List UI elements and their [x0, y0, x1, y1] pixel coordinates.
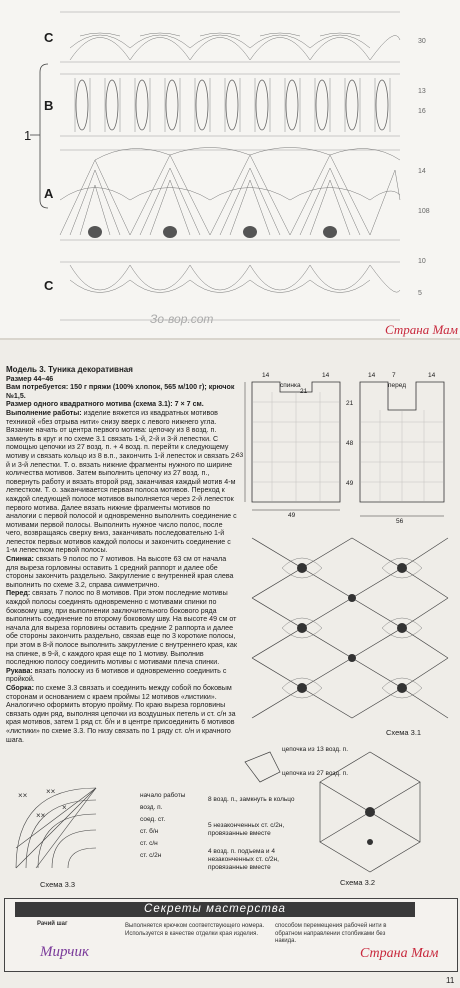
- section-letter-c-top: C: [44, 30, 54, 45]
- sleeves-paragraph: [6, 667, 238, 684]
- dim-back-height: 63: [236, 452, 244, 459]
- dim-front-width: 56: [396, 518, 404, 525]
- sleeves-label: Рукава:: [6, 666, 33, 675]
- legend-chain27: цепочка из 27 возд. п.: [282, 770, 348, 777]
- back-piece-label: спинка: [280, 382, 301, 389]
- secrets-col2: способом перемещения рабочей нити в обратном направлении столбиками без накида.: [275, 923, 387, 944]
- secrets-col1: Выполняется крючком соответствующего номера. Используется в качестве отделки края изделия.: [125, 923, 265, 937]
- svg-text:×: ×: [62, 803, 67, 812]
- legend-item: ст. с/2н: [140, 852, 162, 859]
- schema-3-1-drawing: [242, 528, 458, 728]
- secrets-title: Секреты мастерства: [15, 902, 415, 917]
- sleeves-text: вязать полоску из 6 мотивов и одновременно соединить с пройкой.: [6, 666, 227, 684]
- secrets-subtitle: Рачий шаг: [37, 921, 68, 927]
- schema-3-3-label: Схема 3.3: [40, 880, 76, 889]
- dim-front-3: 14: [428, 372, 436, 379]
- schema-3-2-label: Схема 3.2: [340, 878, 376, 887]
- svg-text:××: ××: [46, 787, 56, 796]
- legend-item: начало работы: [140, 792, 186, 799]
- dim-back-3: 14: [322, 372, 330, 379]
- footer-watermark-right: Страна Мам: [360, 946, 439, 961]
- dim-front-4: 21: [346, 400, 354, 407]
- front-paragraph: [6, 589, 238, 666]
- legend-item: ст. б/н: [140, 828, 159, 835]
- side-number: 1: [24, 128, 32, 143]
- right-mark-7: 5: [418, 290, 422, 297]
- dim-back-2: 21: [300, 388, 308, 395]
- front-label: Перед:: [6, 589, 31, 598]
- schema-3-1-label: Схема 3.1: [386, 728, 422, 737]
- dim-back-1: 14: [262, 372, 270, 379]
- pattern-pieces: [240, 372, 458, 522]
- right-mark-4: 14: [418, 168, 426, 175]
- front-text: связать 7 полос по 8 мотивов. При этом последние мотивы каждой полосы соединять одновременно с мотивами спинки по боковому шву, при выполнении заключительного бокового ряда выполнить соединение по второму боковому шву. На высоте 49 см от начала для выреза горловины оставить средние 2 раппорта и далее обе стороны закончить раздельно, связав еще по 3 короткие полосы, при этом в 8-й полосе выполнить закругление с внутреннего края, как на спинке, в 9-й, с каждого края еще по 1 мотиву. Выполнив последнюю полосу соединить мотивы с мотивами плеча спинки.: [6, 589, 237, 667]
- footer-watermark-left: Мирчик: [40, 944, 89, 960]
- back-paragraph: [6, 555, 238, 589]
- article-materials: Вам потребуется: 150 г пряжи (100% хлопок, 565 м/100 г); крючок №1,5.: [6, 383, 235, 400]
- crochet-chart-drawing: [0, 0, 460, 338]
- legend-cluster4: 4 возд. п. подъема и 4 незаконченных ст. с/2н, провязанные вместе: [208, 848, 279, 871]
- crochet-chart-panel: [0, 0, 460, 338]
- legend-list: [140, 790, 200, 862]
- assembly-paragraph: [6, 684, 238, 744]
- legend-ring: 8 возд. п., замкнуть в кольцо: [208, 796, 295, 803]
- article-size: Размер 44–46: [6, 374, 54, 383]
- right-mark-6: 10: [418, 258, 426, 265]
- dim-front-height: 48: [346, 440, 354, 447]
- legend-item: ст. с/н: [140, 840, 158, 847]
- dim-front-5: 49: [346, 480, 354, 487]
- legend-item: соед. ст.: [140, 816, 166, 823]
- legend-cluster5: 5 незаконченных ст. с/2н, провязанные вместе: [208, 822, 285, 837]
- front-piece-label: перед: [388, 382, 407, 389]
- work-label: Выполнение работы:: [6, 408, 82, 417]
- article-motif-size: Размер одного квадратного мотива (схема 3.1): 7 × 7 см.: [6, 400, 204, 409]
- article-text: [6, 366, 238, 744]
- svg-text:××: ××: [36, 811, 46, 820]
- page-number: 11: [446, 976, 455, 985]
- section-letter-c-bottom: C: [44, 278, 54, 293]
- dim-back-width: 49: [288, 512, 296, 519]
- section-letter-a: A: [44, 186, 54, 201]
- back-text: связать 9 полос по 7 мотивов. На высоте 63 см от начала для выреза горловины оставить 1 средний раппорт и далее обе стороны закончить раздельно. Закругление с внутренней края слева выполнить по схеме 3.2, справа симметрично.: [6, 555, 234, 589]
- article-title: Модель 3. Туника декоративная: [6, 365, 133, 374]
- dim-front-2: 7: [392, 372, 396, 379]
- work-text: изделие вяжется из квадратных мотивов техникой «без отрыва нити» снизу вверх с левого нижнего угла. Вязание начать от центра первого мотива: цепочку из 8 возд. п. замкнуть в круг и по схеме 3.1 связать 1-й, 2-й и 3-й лепестки. С помощью цепочки из 27 возд. п. + 4 возд. п. перейти к следующему мотиву и связать кольцо из 8 в.п., закончить 1-й лепесток и связать 2-й и 3-й лепестки. Т. о. вязать нижние фрагменты нужного по ширине количества мотивов. Затем выполнить цепочку из 27 возд. п., повернуть работу и вязать второй ряд, заканчивая каждый мотив 4-м лепестком. Т. о. заканчивается первая полоса мотивов. Переход к каждой следующей полосе мотивов выполняется через 2-й лепесток первого мотива. Далее вязать нижние фрагменты мотивов по аналогии с первой полосой и одновременно выполнить соединение с мотивами первой полосы. Выполнить нужное число полос, после чего, возвращаясь сверху вниз, заканчивать последовательно 1-й лепесток первых мотивов каждой полосы и закончить соединение с 1-м лепестком первой полосы.: [6, 408, 238, 555]
- right-mark-5: 108: [418, 208, 430, 215]
- section-letter-b: B: [44, 98, 54, 113]
- schema-3-3-drawing: [6, 778, 116, 878]
- assembly-label: Сборка:: [6, 683, 34, 692]
- work-paragraph: [6, 409, 238, 555]
- legend-item: возд. п.: [140, 804, 163, 811]
- dim-front-1: 14: [368, 372, 376, 379]
- svg-text:××: ××: [18, 791, 28, 800]
- center-watermark: Зо-вор.com: [150, 312, 214, 326]
- back-label: Спинка:: [6, 555, 34, 564]
- brand-watermark-top: Страна Мам: [385, 322, 458, 337]
- legend-chain13: цепочка из 13 возд. п.: [282, 746, 348, 753]
- right-mark-2: 13: [418, 88, 426, 95]
- right-mark-1: 30: [418, 38, 426, 45]
- assembly-text: по схеме 3.3 связать и соединить между собой по боковым сторонам и основанием с краем проймы 12 мотивов «листики». Аналогично оформить вторую пройму. По краю выреза горловины связать один ряд, выполняя цепочки из воздушных петель и ст. с/н за края мотивов, затем 1 ряд ст. б/н и в центре присоединить 6 мотивов «листики» по схеме 3.3. По низу связать по 1 ряду ст. с/н и крачного шага.: [6, 683, 236, 744]
- right-mark-3: 16: [418, 108, 426, 115]
